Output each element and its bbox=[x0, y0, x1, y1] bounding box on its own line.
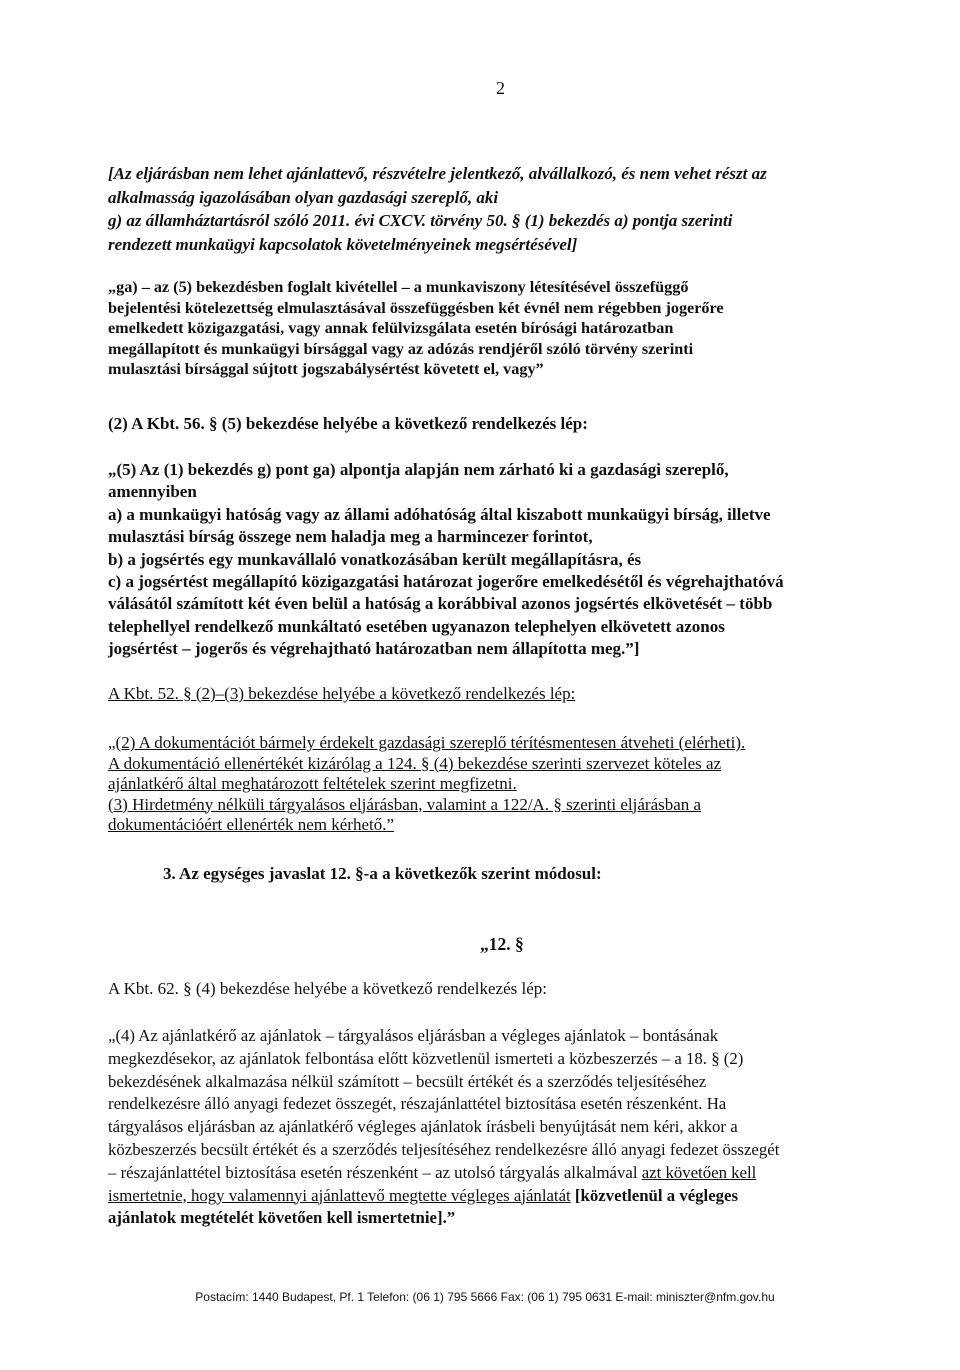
section-3-heading: 3. Az egységes javaslat 12. §-a a következők szerint módosul: bbox=[163, 864, 602, 883]
intro-line: g) az államháztartásról szóló 2011. évi CXCV. törvény 50. § (1) bekezdés a) pontja szerinti bbox=[108, 211, 733, 230]
para5-line: amennyiben bbox=[108, 482, 197, 502]
para4-line8-bold: [közvetlenül a végleges bbox=[574, 1185, 739, 1205]
para4-line: bekezdésének alkalmazása nélkül számított – becsült értékét és a szerződés teljesítéséhez bbox=[108, 1071, 707, 1091]
para4-line: közbeszerzés becsült értékét és a szerződés teljesítéséhez rendelkezésre álló anyagi fedezet összegét bbox=[108, 1139, 780, 1159]
intro-line: [Az eljárásban nem lehet ajánlattevő, részvételre jelentkező, alvállalkozó, és nem vehet részt az bbox=[108, 164, 767, 183]
doc-line: A dokumentáció ellenértékét kizárólag a 124. § (4) bekezdése szerinti szervezet köteles az bbox=[108, 753, 722, 773]
para4-line8-underlined: ismertetnie, hogy valamennyi ajánlattevő megtette végleges ajánlatát bbox=[108, 1185, 571, 1205]
para5-line: jogsértést – jogerős és végrehajtható határozatban nem állapította meg.”] bbox=[108, 639, 640, 659]
intro-line: alkalmasság igazolásában olyan gazdasági szereplő, aki bbox=[108, 187, 499, 207]
intro-line: rendezett munkaügyi kapcsolatok követelményeinek megsértésével] bbox=[108, 234, 578, 254]
para4-line7-plain: – részajánlattétel biztosítása esetén részenként – az utolsó tárgyalás alkalmával bbox=[108, 1162, 638, 1182]
para4-line bbox=[108, 1185, 890, 1208]
doc-line: (3) Hirdetmény nélküli tárgyalásos eljárásban, valamint a 122/A. § szerinti eljárásban a bbox=[108, 794, 702, 814]
para4-line: rendelkezésre álló anyagi fedezet összegét, részajánlattétel biztosítása esetén részenként. Ha bbox=[108, 1094, 727, 1114]
documentation-paragraph bbox=[108, 733, 890, 836]
para4-line: ajánlatok megtételét követően kell ismertetnie].” bbox=[108, 1208, 456, 1228]
para5-line: a) a munkaügyi hatóság vagy az állami adóhatóság által kiszabott munkaügyi bírság, illetve bbox=[108, 504, 771, 524]
section-12-label: „12. § bbox=[480, 934, 524, 954]
intro-paragraph bbox=[108, 162, 890, 256]
doc-line: ajánlatkérő által meghatározott feltételek szerint megfizetni. bbox=[108, 774, 517, 793]
ga-line: mulasztási bírsággal sújtott jogszabálysértést követett el, vagy” bbox=[108, 360, 544, 378]
kbt56-intro: (2) A Kbt. 56. § (5) bekezdése helyébe a következő rendelkezés lép: bbox=[108, 414, 588, 433]
para4-line bbox=[108, 1162, 890, 1185]
doc-line: „(2) A dokumentációt bármely érdekelt gazdasági szereplő térítésmentesen átveheti (elérheti). bbox=[108, 733, 746, 752]
para4-line7-underlined: azt követően kell bbox=[641, 1162, 757, 1182]
ga-line: megállapított és munkaügyi bírsággal vagy az adózás rendjéről szóló törvény szerinti bbox=[108, 339, 694, 358]
ga-point-paragraph bbox=[108, 277, 890, 380]
para5-line: „(5) Az (1) bekezdés g) pont ga) alpontja alapján nem zárható ki a gazdasági szereplő, bbox=[108, 460, 729, 479]
doc-line: dokumentációért ellenérték nem kérhető.” bbox=[108, 815, 395, 834]
ga-line: emelkedett közigazgatási, vagy annak felülvizsgálata esetén bírósági határozatban bbox=[108, 319, 674, 337]
para4-line: tárgyalásos eljárásban az ajánlatkérő végleges ajánlatok írásbeli benyújtását nem kéri, akkor a bbox=[108, 1117, 738, 1137]
para5-line: telephellyel rendelkező munkáltató esetében ugyanazon telephelyen elkövetett azonos bbox=[108, 616, 725, 636]
kbt52-intro: A Kbt. 52. § (2)–(3) bekezdése helyébe a következő rendelkezés lép: bbox=[108, 684, 576, 703]
kbt62-intro: A Kbt. 62. § (4) bekezdése helyébe a következő rendelkezés lép: bbox=[108, 979, 547, 998]
ga-line: „ga) – az (5) bekezdésben foglalt kivétellel – a munkaviszony létesítésével összefüggő bbox=[108, 278, 689, 296]
para5-line: válásától számított két éven belül a hatóság a korábbival azonos jogsértés elkövetését – több bbox=[108, 594, 773, 614]
page-number: 2 bbox=[496, 78, 505, 98]
para5-line: b) a jogsértés egy munkavállaló vonatkozásában került megállapításra, és bbox=[108, 549, 642, 569]
para4-line: megkezdésekor, az ajánlatok felbontása előtt közvetlenül ismerteti a közbeszerzés – a 18. § (2) bbox=[108, 1048, 744, 1068]
para5-line: mulasztási bírság összege nem haladja meg a harmincezer forintot, bbox=[108, 527, 593, 547]
new-paragraph-4 bbox=[108, 1025, 890, 1230]
footer-contact: Postacím: 1440 Budapest, Pf. 1 Telefon: (06 1) 795 5666 Fax: (06 1) 795 0631 E-mail: miniszter@nfm.gov.hu bbox=[195, 1290, 775, 1304]
para5-line: c) a jogsértést megállapító közigazgatási határozat jogerőre emelkedésétől és végrehajthatóvá bbox=[108, 572, 784, 592]
para4-line: „(4) Az ajánlatkérő az ajánlatok – tárgyalásos eljárásban a végleges ajánlatok – bontásának bbox=[108, 1026, 719, 1045]
ga-line: bejelentési kötelezettség elmulasztásával összefüggésben két évnél nem régebben jogerőre bbox=[108, 298, 724, 317]
new-paragraph-5 bbox=[108, 459, 890, 661]
